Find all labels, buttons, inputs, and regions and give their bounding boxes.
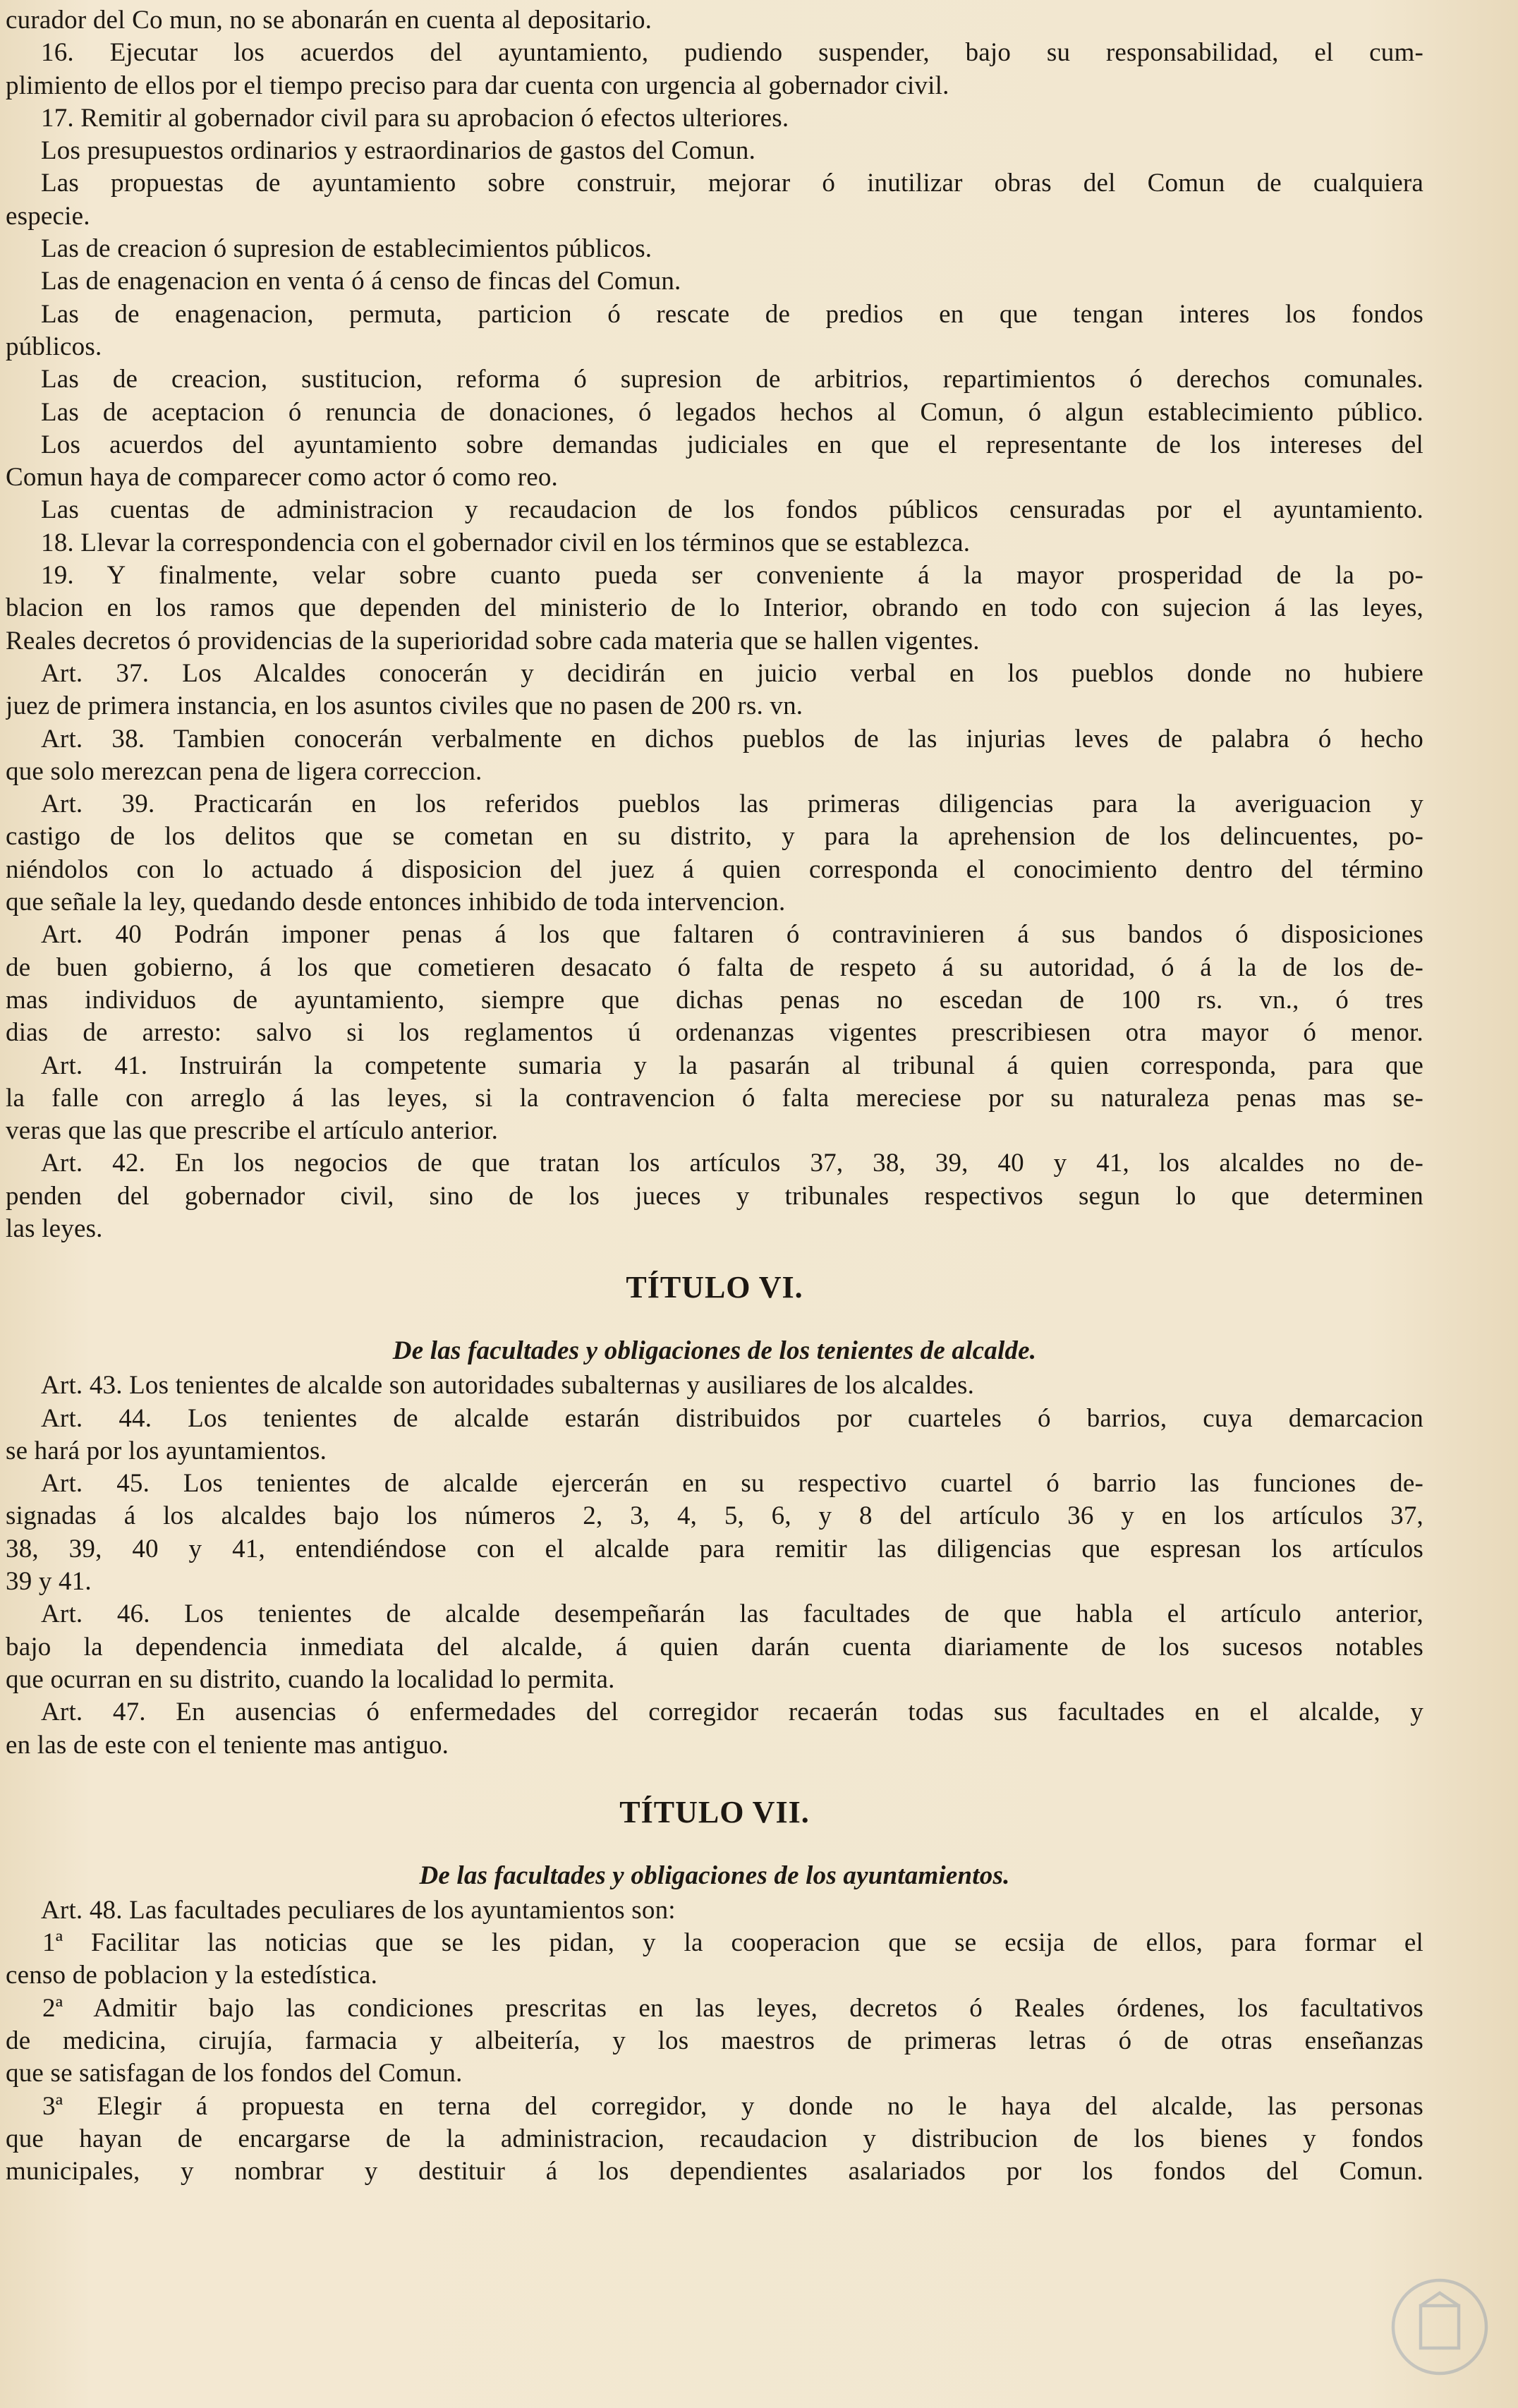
text-line: Art. 38. Tambien conocerán verbalmente en dichos pueblos de las injurias leves de palabra ó hecho (41, 724, 1423, 754)
text-line: niéndolos con lo actuado á disposicion del juez á quien corresponda el conocimiento dentro del término (6, 854, 1423, 884)
text-line: 18. Llevar la correspondencia con el gobernador civil en los términos que se establezca. (41, 528, 971, 557)
text-line: mas individuos de ayuntamiento, siempre que dichas penas no escedan de 100 rs. vn., ó tres (6, 985, 1423, 1015)
text-line: públicos. (6, 332, 102, 361)
title-vii: TÍTULO VII. (619, 1794, 810, 1829)
text-line: 39 y 41. (6, 1567, 92, 1597)
text-line: Las de creacion ó supresion de establecimientos públicos. (41, 234, 652, 264)
text-block-middle (6, 1369, 1423, 1762)
text-line: Art. 41. Instruirán la competente sumaria y la pasarán al tribunal á quien corresponda, para que (41, 1051, 1423, 1080)
text-line: Art. 46. Los tenientes de alcalde desempeñarán las facultades de que habla el artículo anterior, (41, 1599, 1423, 1629)
text-line: Art. 44. Los tenientes de alcalde estarán distribuidos por cuarteles ó barrios, cuya demarcacion (41, 1403, 1423, 1433)
text-line: 16. Ejecutar los acuerdos del ayuntamiento, pudiendo suspender, bajo su responsabilidad, el cum- (41, 38, 1423, 68)
text-line: en las de este con el teniente mas antiguo. (6, 1730, 449, 1760)
text-line: Las de aceptacion ó renuncia de donaciones, ó legados hechos al Comun, ó algun establecimiento público. (41, 397, 1423, 427)
text-line: signadas á los alcaldes bajo los números 2, 3, 4, 5, 6, y 8 del artículo 36 y en los artículos 37, (6, 1501, 1423, 1531)
text-line: 3ª Elegir á propuesta en terna del corregidor, y donde no le haya del alcalde, las personas (42, 2091, 1423, 2121)
text-line: Art. 40 Podrán imponer penas á los que faltaren ó contravinieren á sus bandos ó disposiciones (41, 920, 1423, 950)
text-line: dias de arresto: salvo si los reglamentos ú ordenanzas vigentes prescribiesen otra mayor ó menor. (6, 1018, 1423, 1048)
text-line: Art. 37. Los Alcaldes conocerán y decidirán en juicio verbal en los pueblos donde no hubiere (41, 658, 1423, 688)
text-block-top (6, 4, 1423, 1245)
text-line: Art. 39. Practicarán en los referidos pueblos las primeras diligencias para la averiguacion y (41, 789, 1423, 819)
text-line: 38, 39, 40 y 41, entendiéndose con el alcalde para remitir las diligencias que espresan los artículos (6, 1534, 1423, 1563)
subtitle-vii: De las facultades y obligaciones de los ayuntamientos. (419, 1861, 1010, 1890)
text-line: blacion en los ramos que dependen del ministerio de lo Interior, obrando en todo con sujecion á las leyes, (6, 593, 1423, 623)
text-line: Art. 48. Las facultades peculiares de los ayuntamientos son: (41, 1895, 676, 1925)
text-line: Los presupuestos ordinarios y estraordinarios de gastos del Comun. (41, 136, 756, 166)
text-line: la falle con arreglo á las leyes, si la contravencion ó falta mereciese por su naturaleza penas mas se- (6, 1083, 1423, 1113)
text-line: plimiento de ellos por el tiempo preciso para dar cuenta con urgencia al gobernador civil. (6, 71, 949, 100)
text-block-bottom (6, 1894, 1423, 2189)
text-line: que se satisfagan de los fondos del Comun. (6, 2059, 463, 2088)
text-line: especie. (6, 201, 90, 231)
text-line: Las propuestas de ayuntamiento sobre construir, mejorar ó inutilizar obras del Comun de cualquiera (41, 169, 1423, 198)
text-line: veras que las que prescribe el artículo anterior. (6, 1116, 499, 1146)
text-line: 19. Y finalmente, velar sobre cuanto pueda ser conveniente á la mayor prosperidad de la po- (41, 561, 1423, 591)
text-line: Las de enagenacion en venta ó á censo de fincas del Comun. (41, 267, 681, 296)
text-line: Art. 47. En ausencias ó enfermedades del corregidor recaerán todas sus facultades en el alcalde, y (41, 1698, 1423, 1727)
text-line: Las de creacion, sustitucion, reforma ó supresion de arbitrios, repartimientos ó derechos comunales. (41, 365, 1423, 394)
text-line: censo de poblacion y la estedística. (6, 1961, 378, 1990)
text-line: se hará por los ayuntamientos. (6, 1436, 327, 1465)
text-line: Los acuerdos del ayuntamiento sobre demandas judiciales en que el representante de los intereses del (41, 430, 1423, 459)
text-line: curador del Co mun, no se abonarán en cuenta al depositario. (6, 6, 652, 35)
subtitle-vi: De las facultades y obligaciones de los tenientes de alcalde. (392, 1336, 1037, 1366)
text-line: castigo de los delitos que se cometan en su distrito, y para la aprehension de los delincuentes, po- (6, 822, 1423, 852)
text-line: Las de enagenacion, permuta, particion ó rescate de predios en que tengan interes los fondos (41, 299, 1423, 329)
text-line: Reales decretos ó providencias de la superioridad sobre cada materia que se hallen vigentes. (6, 626, 980, 655)
text-line: de buen gobierno, á los que cometieren desacato ó falta de respeto á su autoridad, ó á la de los de- (6, 952, 1423, 982)
library-stamp-icon (1387, 2274, 1493, 2380)
text-line: de medicina, cirujía, farmacia y albeitería, y los maestros de primeras letras ó de otras enseñanzas (6, 2026, 1423, 2056)
text-line: juez de primera instancia, en los asuntos civiles que no pasen de 200 rs. vn. (6, 691, 803, 721)
text-line: Art. 45. Los tenientes de alcalde ejercerán en su respectivo cuartel ó barrio las funciones de- (41, 1469, 1423, 1499)
text-line: 2ª Admitir bajo las condiciones prescritas en las leyes, decretos ó Reales órdenes, los facultativos (42, 1993, 1423, 2023)
text-line: penden del gobernador civil, sino de los jueces y tribunales respectivos segun lo que determinen (6, 1181, 1423, 1211)
text-line: Art. 43. Los tenientes de alcalde son autoridades subalternas y ausiliares de los alcaldes. (41, 1371, 975, 1400)
text-line: Comun haya de comparecer como actor ó como reo. (6, 463, 559, 492)
text-line: bajo la dependencia inmediata del alcalde, á quien darán cuenta diariamente de los sucesos notables (6, 1632, 1423, 1662)
text-line: Art. 42. En los negocios de que tratan los artículos 37, 38, 39, 40 y 41, los alcaldes no de- (41, 1149, 1423, 1178)
text-line: las leyes. (6, 1214, 103, 1243)
text-line: que solo merezcan pena de ligera correccion. (6, 756, 482, 786)
document-body (6, 4, 1423, 2189)
text-line: 1ª Facilitar las noticias que se les pidan, y la cooperacion que se ecsija de ellos, para formar el (42, 1928, 1423, 1958)
text-line: municipales, y nombrar y destituir á los dependientes asalariados por los fondos del Comun. (6, 2157, 1423, 2186)
text-line: Las cuentas de administracion y recaudacion de los fondos públicos censuradas por el ayuntamiento. (41, 495, 1423, 525)
text-line: 17. Remitir al gobernador civil para su aprobacion ó efectos ulteriores. (41, 103, 789, 133)
text-line: que ocurran en su distrito, cuando la localidad lo permita. (6, 1664, 615, 1694)
text-line: que señale la ley, quedando desde entonces inhibido de toda intervencion. (6, 888, 786, 917)
title-vi: TÍTULO VI. (626, 1270, 803, 1305)
text-line: que hayan de encargarse de la administracion, recaudacion y distribucion de los bienes y fondos (6, 2124, 1423, 2153)
